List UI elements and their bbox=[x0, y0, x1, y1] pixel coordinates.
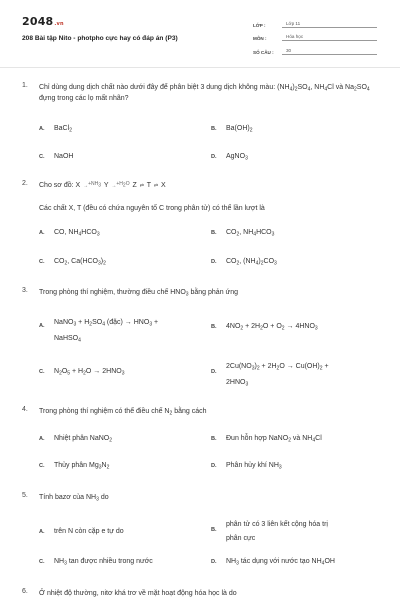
option-label: C. bbox=[39, 463, 45, 469]
logo-suffix: .vn bbox=[54, 21, 64, 27]
site-logo[interactable] bbox=[22, 15, 64, 28]
option-text: Đun hỗn hợp NaNO$_2$ và $NH_4Cl$ bbox=[226, 435, 322, 444]
question-text: Ở nhiệt độ thường, nitơ khá trơ về mặt hoạt động hóa học là do bbox=[39, 590, 237, 597]
option-label: D. bbox=[211, 559, 217, 565]
option-text: Thủy phân $Mg_3N_2$ bbox=[54, 462, 110, 471]
reaction-scheme: Cho sơ đồ: X →$^{+NH_3}$ Y →$^{+H_2O}$ Z ⇄ T ⇄ X bbox=[39, 181, 166, 189]
question-number: 1. bbox=[22, 82, 28, 89]
option-text: trên N còn cặp e tự do bbox=[54, 528, 124, 535]
option-text: $N_2O_5 + H_2O \to 2HNO_3$ bbox=[54, 368, 125, 377]
option-text: Nhiệt phân NaNO$_2$ bbox=[54, 435, 113, 444]
option-text: $NH_3$ tan được nhiều trong nước bbox=[54, 558, 153, 567]
question-number: 3. bbox=[22, 287, 28, 294]
option-label: C. bbox=[39, 259, 45, 265]
question-text: Tính bazơ của $NH_3$ do bbox=[39, 494, 109, 503]
question-text: Trong phòng thí nghiệm, thường điều chế $HNO_3$ bằng phản ứng bbox=[39, 289, 239, 298]
option-label: D. bbox=[211, 154, 217, 160]
option-text: $CO_2$, $Ca(HCO_3)_2$ bbox=[54, 258, 106, 267]
option-text: $NH_3$ tác dụng với nước tạo $NH_4OH$ bbox=[226, 558, 335, 567]
meta-label: MÔN : bbox=[253, 36, 267, 41]
option-text: $2Cu(NO_3)_2 + 2H_2O \to Cu(OH)_2$ + $2HNO_3$ bbox=[226, 363, 329, 388]
option-text: $4NO_2 + 2H_2O + O_2 \to 4HNO_3$ bbox=[226, 323, 318, 332]
option-label: A. bbox=[39, 230, 45, 236]
question-number: 4. bbox=[22, 406, 28, 413]
option-text: $CO_2$, $NH_4HCO_3$ bbox=[226, 229, 275, 238]
meta-value: 30 bbox=[282, 48, 377, 55]
meta-label: SỐ CÂU : bbox=[253, 49, 274, 55]
question-subtext: Các chất X, T (đều có chứa nguyên tố C trong phân tử) có thể lần lượt là bbox=[39, 205, 265, 212]
option-label: C. bbox=[39, 369, 45, 375]
option-label: C. bbox=[39, 154, 45, 160]
meta-info bbox=[253, 14, 377, 55]
meta-row-subject bbox=[253, 28, 377, 42]
question-number: 2. bbox=[22, 180, 28, 187]
option-label: B. bbox=[211, 527, 217, 533]
option-label: A. bbox=[39, 436, 45, 442]
meta-row-count bbox=[253, 41, 377, 55]
option-label: D. bbox=[211, 463, 217, 469]
meta-row-class bbox=[253, 14, 377, 28]
option-text: NaNO$_3$ + $H_2SO_4$ (đặc) → $HNO_3$ + NaHSO$_4$ bbox=[54, 319, 159, 344]
question-text: Chỉ dùng dung dịch chất nào dưới đây để phân biệt 3 dung dịch không màu: $(NH_4)_2SO_4$, $NH_4Cl$ và $Na_2SO_4$ đựng trong các lọ mất nhãn? bbox=[39, 84, 370, 102]
option-label: D. bbox=[211, 369, 217, 375]
option-label: C. bbox=[39, 559, 45, 565]
option-text: $Ba(OH)_2$ bbox=[226, 125, 253, 134]
option-text: phân tử có 3 liên kết cộng hóa trị phân cực bbox=[226, 521, 328, 542]
option-text: Phân hủy khí $NH_3$ bbox=[226, 462, 282, 471]
header-divider bbox=[0, 67, 400, 68]
option-label: D. bbox=[211, 259, 217, 265]
question-number: 6. bbox=[22, 588, 28, 595]
option-label: B. bbox=[211, 126, 217, 132]
question-number: 5. bbox=[22, 492, 28, 499]
document-title: 208 Bài tập Nito - photpho cực hay có đáp án (P3) bbox=[22, 35, 178, 42]
question-text: Trong phòng thí nghiệm có thể điều chế $N_2$ bằng cách bbox=[39, 408, 207, 417]
option-text: $CO_2$, $(NH_4)_2CO_3$ bbox=[226, 258, 277, 267]
option-text: NaOH bbox=[54, 153, 74, 160]
option-text: CO, $NH_4HCO_3$ bbox=[54, 229, 100, 238]
meta-value: Hóa học bbox=[282, 34, 377, 41]
meta-value: Lớp 11 bbox=[282, 21, 377, 28]
option-label: B. bbox=[211, 436, 217, 442]
option-text: AgNO$_3$ bbox=[226, 153, 248, 162]
option-label: A. bbox=[39, 529, 45, 535]
option-label: A. bbox=[39, 323, 45, 329]
option-label: B. bbox=[211, 230, 217, 236]
option-label: A. bbox=[39, 126, 45, 132]
option-label: B. bbox=[211, 324, 217, 330]
page-header bbox=[0, 0, 400, 70]
option-text: BaCl$_2$ bbox=[54, 125, 72, 134]
logo-text: 2048 bbox=[22, 15, 54, 28]
meta-label: LỚP : bbox=[253, 22, 266, 28]
